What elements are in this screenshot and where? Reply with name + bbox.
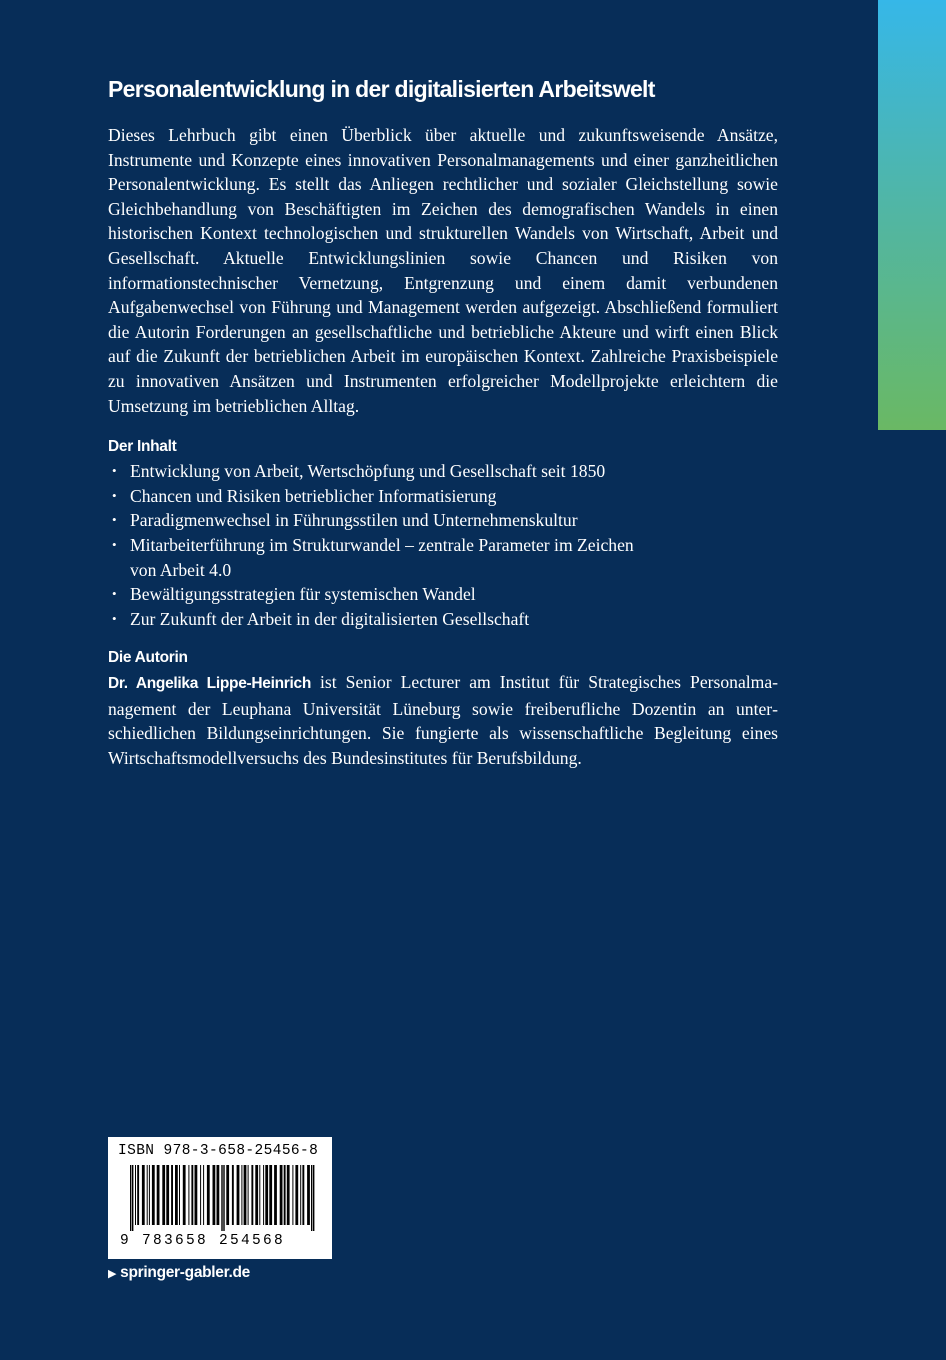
barcode-guard-bar: [221, 1165, 222, 1231]
bullet-icon: •: [112, 512, 117, 528]
barcode-bar: [191, 1165, 193, 1225]
barcode-bar: [147, 1165, 148, 1225]
barcode-bar: [188, 1165, 189, 1225]
barcode-bar: [259, 1165, 260, 1225]
barcode-bar: [284, 1165, 286, 1225]
barcode-bar: [265, 1165, 268, 1225]
barcode-bar: [162, 1165, 165, 1225]
barcode-bar: [217, 1165, 220, 1225]
bullet-icon: •: [112, 610, 117, 626]
barcode-bar: [295, 1165, 298, 1225]
barcode-bar: [166, 1165, 169, 1225]
barcode-bar: [280, 1165, 283, 1225]
play-triangle-icon: ▶: [108, 1267, 117, 1280]
back-cover-content: [108, 74, 778, 771]
contents-list: [108, 459, 778, 631]
barcode-bar: [179, 1165, 180, 1225]
author-bio: [108, 670, 778, 770]
bullet-icon: •: [112, 463, 117, 479]
bullet-icon: •: [112, 487, 117, 503]
barcode-bar: [302, 1165, 304, 1225]
publisher-url: springer-gabler.de: [120, 1264, 251, 1281]
barcode-guard-bar: [223, 1165, 224, 1231]
isbn-label: ISBN 978-3-658-25456-8: [118, 1143, 319, 1159]
contents-heading: Der Inhalt: [108, 438, 177, 456]
list-item: • Mitarbeiterführung im Strukturwandel – zentrale Parameter im Zeichen von Arbeit 4.0: [112, 534, 634, 580]
barcode-bar: [195, 1165, 198, 1225]
barcode-guard-bar: [132, 1165, 133, 1231]
bullet-icon: •: [112, 536, 117, 552]
barcode-bar: [244, 1165, 247, 1225]
barcode-guard-bar: [311, 1165, 312, 1231]
book-title: Personalentwicklung in der digitalisierten Arbeitswelt: [108, 76, 655, 102]
barcode-bar: [287, 1165, 290, 1225]
barcode-bar: [183, 1165, 186, 1225]
barcode-bar: [203, 1165, 204, 1225]
author-name: Dr. Angelika Lippe-Heinrich: [108, 675, 311, 693]
barcode-bar: [149, 1165, 150, 1225]
barcode-bar: [300, 1165, 301, 1225]
barcode-bar: [274, 1165, 277, 1225]
list-item: • Paradigmenwechsel in Führungsstilen und Unternehmenskultur: [108, 508, 778, 533]
barcode-bar: [200, 1165, 201, 1225]
barcode-bar: [226, 1165, 229, 1225]
list-item: • Entwicklung von Arbeit, Wertschöpfung und Gesellschaft seit 1850: [108, 459, 778, 484]
list-item: • Zur Zukunft der Arbeit in der digitalisierten Gesellschaft: [108, 607, 778, 632]
list-item: • Chancen und Risiken betrieblicher Informatisierung: [108, 484, 778, 509]
publisher-link[interactable]: [108, 1264, 250, 1282]
barcode-guard-bar: [130, 1165, 131, 1231]
barcode-bar: [152, 1165, 155, 1225]
barcode-bar: [263, 1165, 264, 1225]
barcode-bar: [232, 1165, 234, 1225]
barcode-bar: [135, 1165, 136, 1225]
barcode-bar: [207, 1165, 210, 1225]
barcode-bar: [251, 1165, 253, 1225]
list-item: • Bewältigungsstrategien für systemischen Wandel: [108, 582, 778, 607]
barcode-bar: [175, 1165, 178, 1225]
barcode-bar: [248, 1165, 249, 1225]
barcode-bar: [292, 1165, 293, 1225]
barcode-bar: [171, 1165, 173, 1225]
author-heading: Die Autorin: [108, 649, 188, 667]
barcode-bar: [137, 1165, 139, 1225]
isbn-barcode: [108, 1137, 332, 1259]
barcode-bar: [213, 1165, 216, 1225]
barcode-bar: [142, 1165, 145, 1225]
barcode-digits: 9 783658 254568: [120, 1233, 286, 1249]
barcode-bar: [307, 1165, 310, 1225]
barcode-bar: [269, 1165, 272, 1225]
author-bio-text: ist Senior Lecturer am Institut für Strategisches Personalmanagement der Leuphana Universität Lüneburg sowie freiberufliche Dozentin an unterschiedlichen Bildungseinrichtungen. Sie fungierte als wissenschaftliche Begleitung eines Wirtschaftsmodellversuchs des Bundesinstitutes für Berufsbildung.: [108, 672, 778, 769]
bullet-icon: •: [112, 586, 117, 602]
barcode-bar: [237, 1165, 240, 1225]
accent-gradient-strip: [878, 0, 946, 430]
barcode-bar: [241, 1165, 242, 1225]
barcode-bar: [157, 1165, 160, 1225]
book-description: Dieses Lehrbuch gibt einen Überblick über aktuelle und zukunftsweisende Ansätze, Instrumente und Konzepte eines innovativen Personalmanagements und einer ganzheitlichen Personalentwicklung. Es stellt das Anliegen rechtlicher und sozialer Gleichstellung sowie Gleichbehandlung von Beschäftigten im Zeichen des demografischen Wandels in einen historischen Kontext technologischen und strukturellen Wandels von Wirtschaft, Arbeit und Gesellschaft. Aktuelle Entwicklungslinien sowie Chancen und Risiken von informationstechnischer Vernetzung, Entgrenzung und einem damit verbundenen Aufgabenwechsel von Führung und Management werden aufgezeigt. Abschließend formuliert die Autorin Forderungen an gesellschaftliche und betriebliche Akteure und wirft einen Blick auf die Zukunft der betrieblichen Arbeit im europäischen Kontext. Zahlreiche Praxisbeispiele zu innovativen Ansätzen und Instrumenten erfolgreicher Modellprojekte erleichtern die Umsetzung im betrieblichen Alltag.: [108, 125, 778, 416]
barcode-bar: [255, 1165, 258, 1225]
barcode-guard-bar: [313, 1165, 314, 1231]
